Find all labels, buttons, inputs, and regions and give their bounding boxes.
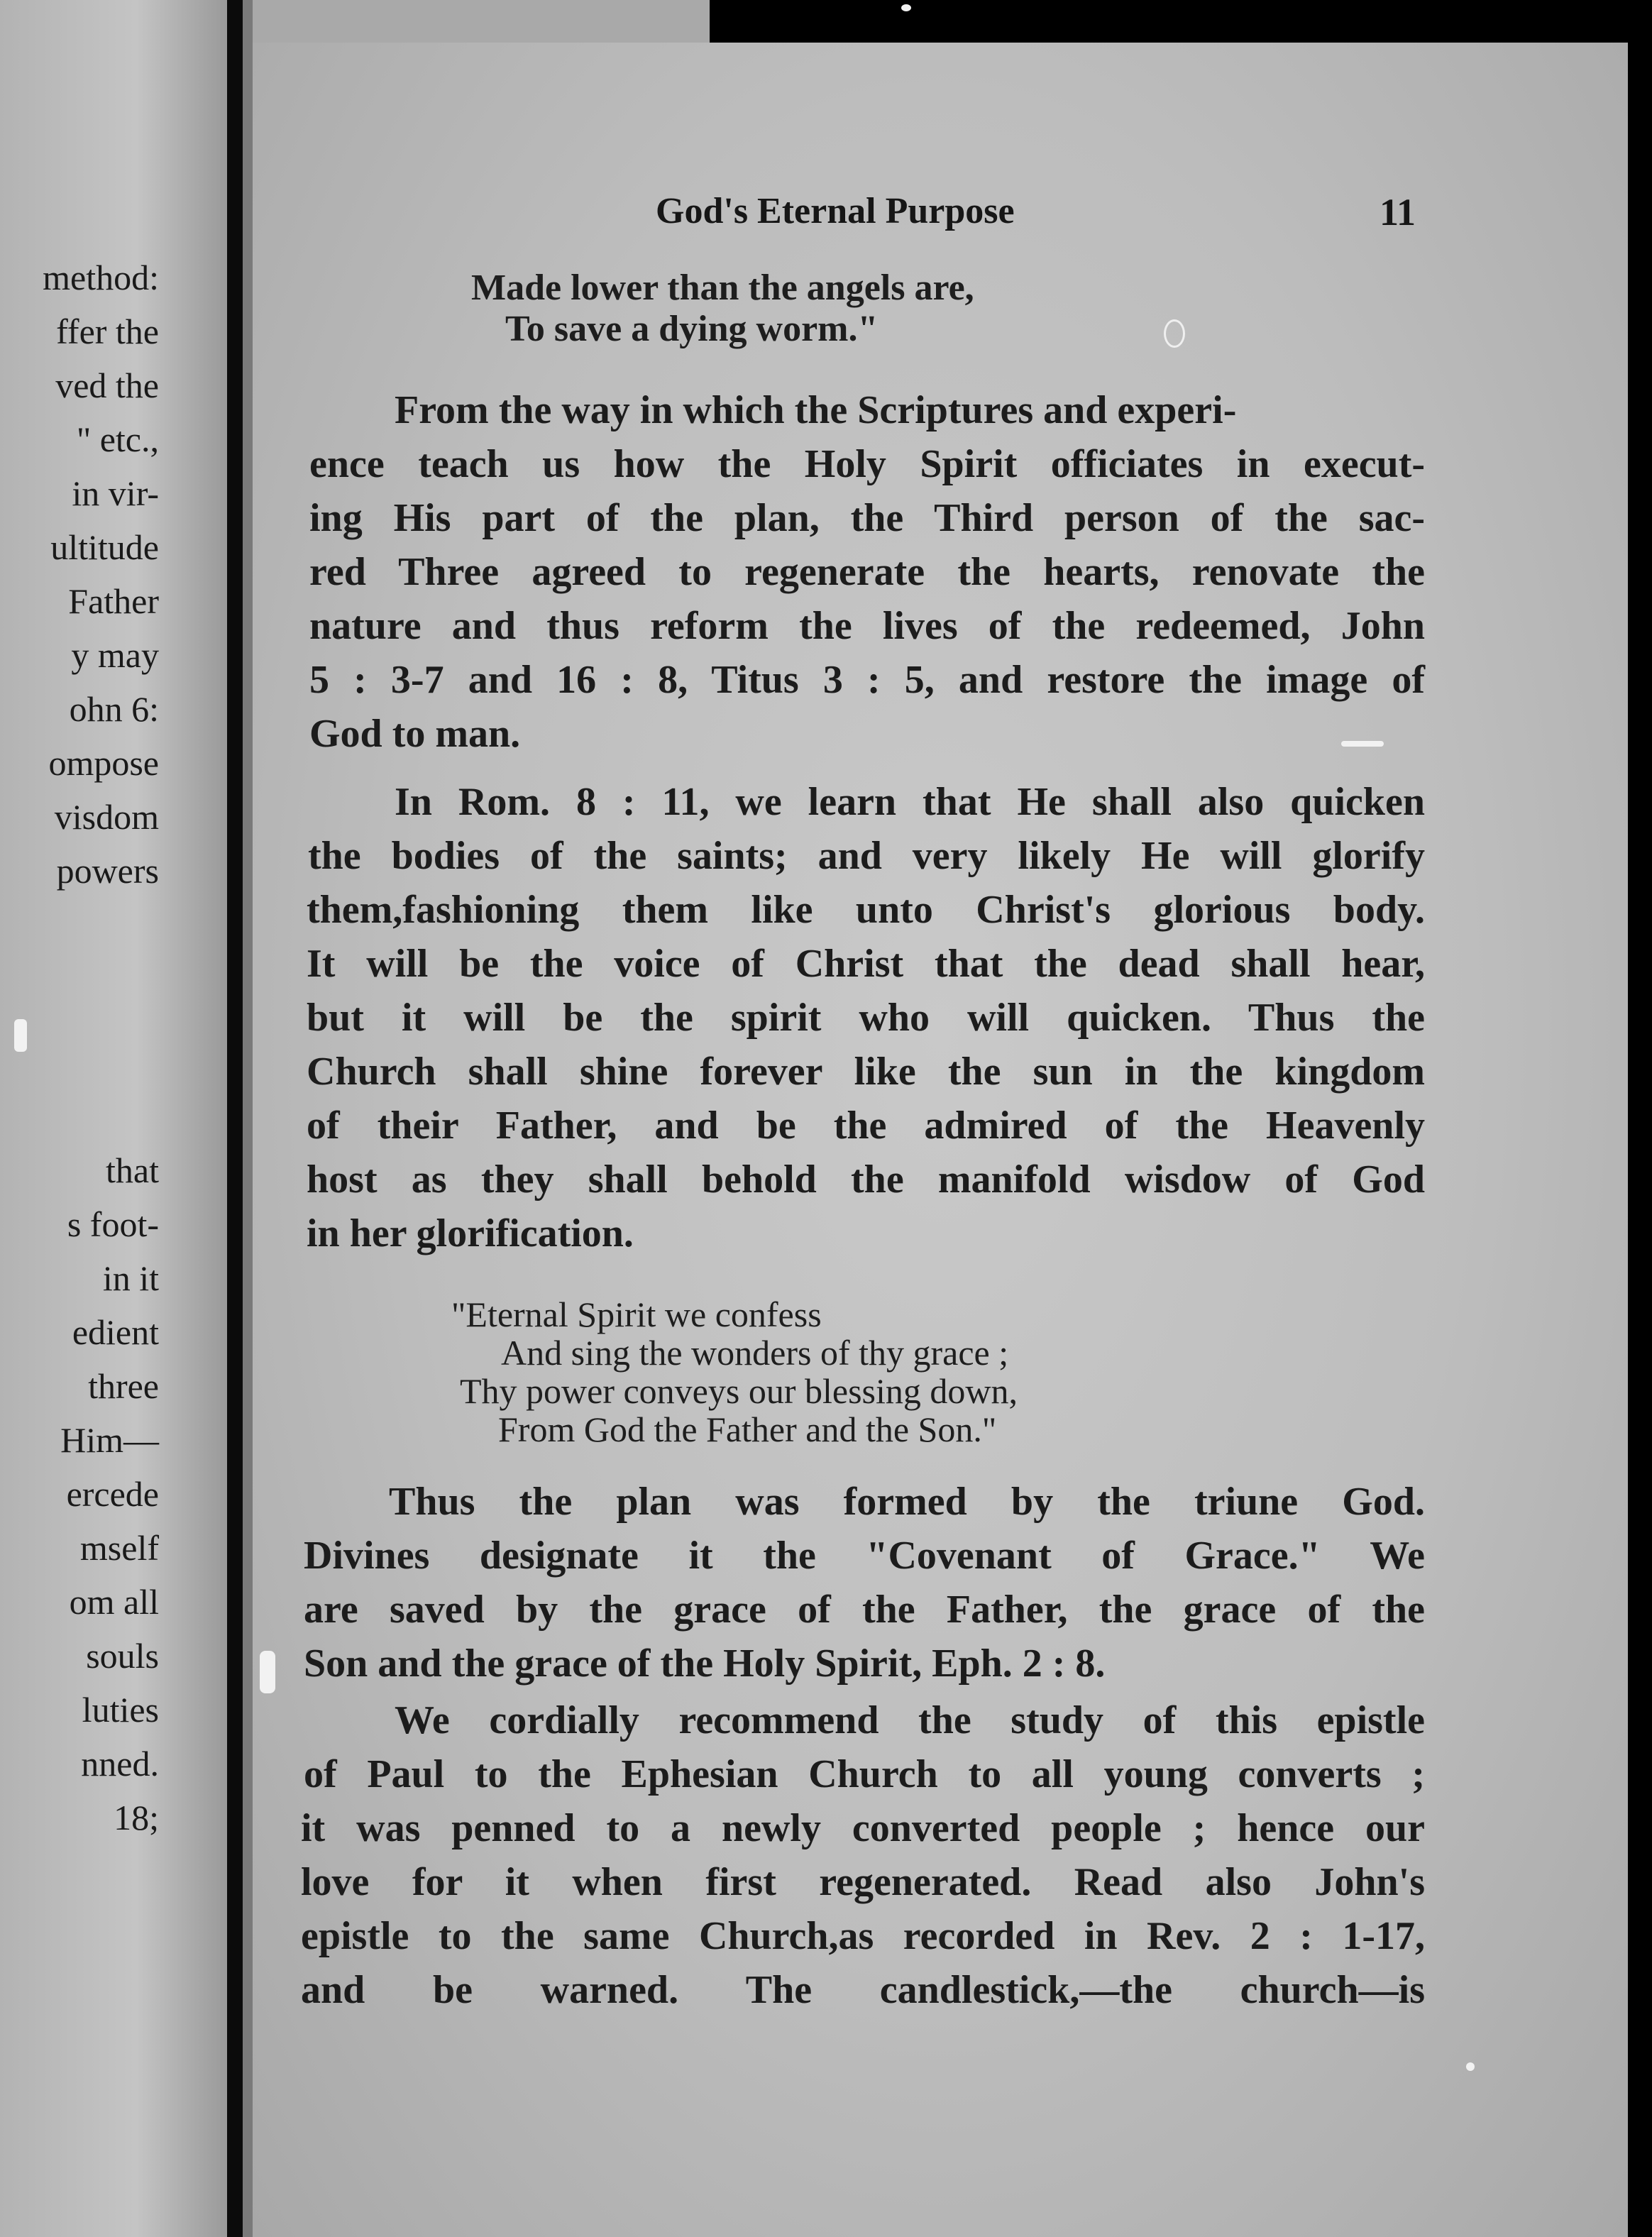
text-line: 5 : 3-7 and 16 : 8, Titus 3 : 5, and restore the image of [309,658,1425,702]
left-fragment: 18; [114,1798,159,1837]
text-line: of their Father, and be the admired of the Heavenly [307,1104,1425,1148]
text-line: in her glorification. [307,1211,634,1255]
left-fragment: method: [43,258,159,297]
text-line: them,fashioning them like unto Christ's glorious body. [307,888,1425,932]
left-fragment: Father [68,581,159,621]
verse-line: From God the Father and the Son." [498,1409,997,1449]
left-fragment: ultitude [50,527,159,567]
left-fragment: nned. [81,1744,159,1783]
text-line: ing His part of the plan, the Third person of the sac- [309,496,1425,540]
text-line: We cordially recommend the study of this epistle [395,1698,1425,1742]
left-fragment: ompose [48,743,159,783]
left-fragment: in it [102,1258,159,1298]
text-line: ence teach us how the Holy Spirit officiates in execut- [309,442,1425,486]
scan-speck [901,4,911,11]
left-fragment: ffer the [56,312,159,351]
previous-page-edge [0,0,227,2237]
left-fragment: powers [56,851,159,891]
page-number: 11 [1380,191,1416,233]
verse-line: Made lower than the angels are, [471,268,974,308]
text-line: Divines designate it the "Covenant of Grace." We [304,1534,1425,1578]
verse-line: Thy power conveys our blessing down, [460,1371,1018,1411]
text-line: love for it when first regenerated. Read also John's [301,1860,1425,1904]
left-fragment: visdom [54,797,159,837]
text-line: Son and the grace of the Holy Spirit, Eph. 2 : 8. [304,1642,1106,1686]
text-line: epistle to the same Church,as recorded in Rev. 2 : 1-17, [301,1914,1425,1958]
left-fragment: that [106,1150,159,1190]
text-line: Church shall shine forever like the sun in the kingdom [307,1050,1425,1094]
running-title: God's Eternal Purpose [656,191,1015,231]
text-line: are saved by the grace of the Father, the grace of the [304,1588,1425,1632]
left-fragment: ercede [66,1474,159,1514]
text-line: nature and thus reform the lives of the redeemed, John [309,604,1425,648]
left-fragment: mself [79,1528,159,1568]
text-line: It will be the voice of Christ that the dead shall hear, [307,942,1425,986]
text-line: Thus the plan was formed by the triune God. [389,1480,1425,1524]
left-fragment: s foot- [67,1204,159,1244]
scan-speck [260,1651,275,1693]
text-line: the bodies of the saints; and very likely He will glorify [308,834,1425,878]
scan-speck [1164,319,1185,348]
top-page-margin [253,0,710,43]
left-fragment: ved the [55,365,159,405]
scan-border-top [710,0,1652,43]
verse-line: To save a dying worm." [505,309,879,349]
left-fragment: souls [86,1636,159,1676]
left-fragment: edient [72,1312,159,1352]
left-fragment: om all [69,1582,159,1622]
text-line: but it will be the spirit who will quicken. Thus the [307,996,1425,1040]
text-line: red Three agreed to regenerate the hearts, renovate the [309,550,1425,594]
scan-speck [14,1019,27,1052]
text-line: From the way in which the Scriptures and experi- [395,388,1237,432]
scan-speck [1341,741,1384,747]
book-gutter [227,0,243,2237]
text-line: host as they shall behold the manifold wisdow of God [307,1158,1425,1202]
text-line: God to man. [309,712,521,756]
gutter-edge [243,0,253,2237]
text-line: of Paul to the Ephesian Church to all young converts ; [304,1752,1425,1796]
left-fragment: three [88,1366,159,1406]
text-line: In Rom. 8 : 11, we learn that He shall also quicken [395,780,1425,824]
verse-line: "Eternal Spirit we confess [451,1295,822,1334]
verse-line: And sing the wonders of thy grace ; [501,1333,1009,1373]
left-fragment: " etc., [76,419,159,459]
left-fragment: Him— [60,1420,159,1460]
left-fragment: luties [82,1690,159,1730]
left-fragment: y may [71,635,159,675]
scan-border-right [1628,43,1652,2237]
text-line: and be warned. The candlestick,—the church—is [301,1968,1425,2012]
scan-speck [1466,2062,1475,2071]
text-line: it was penned to a newly converted people ; hence our [301,1806,1425,1850]
left-fragment: ohn 6: [69,689,159,729]
left-fragment: in vir- [72,473,159,513]
